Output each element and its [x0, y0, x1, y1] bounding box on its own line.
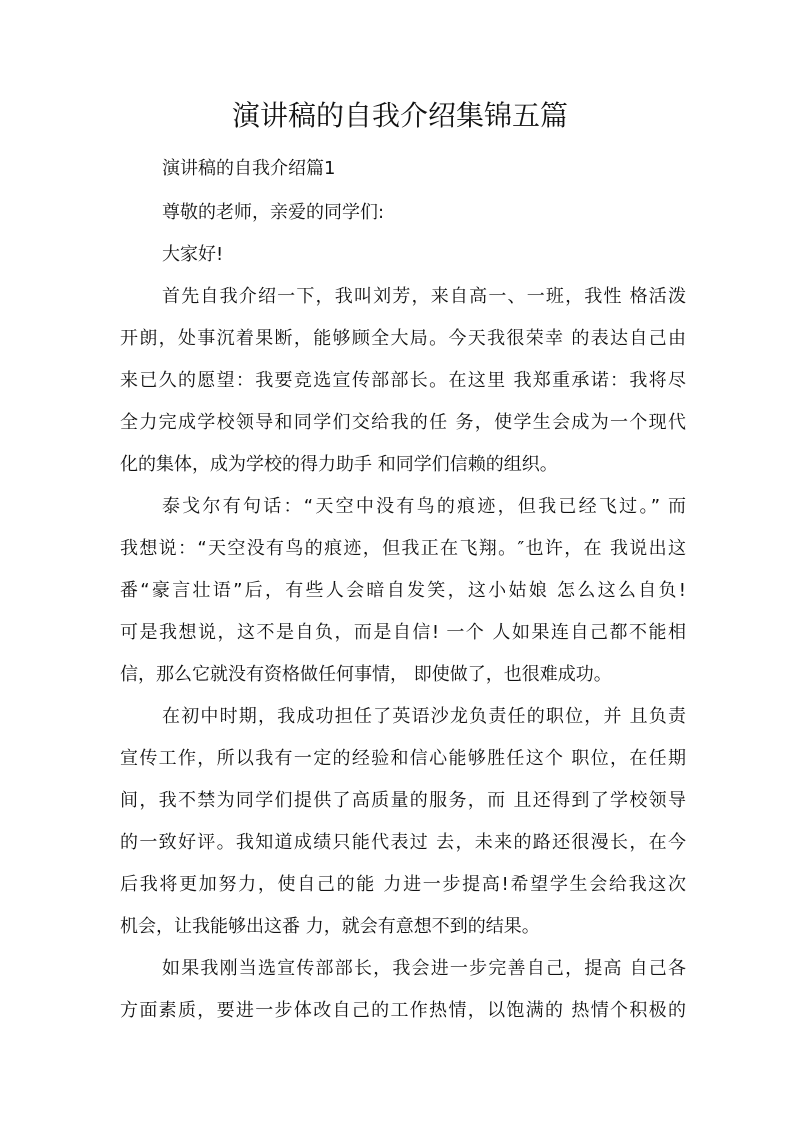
paragraph-line: 开朗，处事沉着果断，能够顾全大局。今天我很荣幸 的表达自己由: [120, 328, 686, 349]
salutation-line: 大家好!: [162, 244, 224, 265]
paragraph-line: 泰戈尔有句话：“天空中没有鸟的痕迹，但我已经飞过。” 而: [162, 496, 686, 517]
paragraph-line: 可是我想说，这不是自负，而是自信! 一个 人如果连自己都不能相: [120, 622, 686, 643]
paragraph-line: 在初中时期，我成功担任了英语沙龙负责任的职位，并 且负责: [162, 706, 686, 727]
paragraph-line: 方面素质，要进一步体改自己的工作热情，以饱满的 热情个积极的: [120, 1000, 686, 1021]
paragraph-line: 的一致好评。我知道成绩只能代表过 去，未来的路还很漫长，在今: [120, 832, 686, 853]
paragraph-line: 机会，让我能够出这番 力，就会有意想不到的结果。: [120, 916, 540, 937]
paragraph-line: 来已久的愿望：我要竞选宣传部部长。在这里 我郑重承诺：我将尽: [120, 370, 686, 391]
paragraph-line: 全力完成学校领导和同学们交给我的任 务，使学生会成为一个现代: [120, 412, 686, 433]
document-title: 演讲稿的自我介绍集锦五篇: [231, 99, 568, 132]
paragraph-line: 化的集体，成为学校的得力助手 和同学们信赖的组织。: [120, 454, 558, 475]
paragraph-line: 如果我刚当选宣传部部长，我会进一步完善自己，提高 自己各: [162, 958, 686, 979]
paragraph-line: 首先自我介绍一下，我叫刘芳，来自高一、一班，我性 格活泼: [162, 286, 686, 307]
paragraph-line: 信，那么它就没有资格做任何事情， 即使做了，也很难成功。: [120, 664, 612, 685]
section-heading: 演讲稿的自我介绍篇1: [162, 158, 336, 179]
paragraph-line: 间，我不禁为同学们提供了高质量的服务，而 且还得到了学校领导: [120, 790, 686, 811]
paragraph-line: 番“豪言壮语”后，有些人会暗自发笑，这小姑娘 怎么这么自负!: [120, 580, 686, 601]
paragraph-line: 我想说：“天空没有鸟的痕迹，但我正在飞翔。″也许，在 我说出这: [120, 538, 686, 559]
greeting-line: 尊敬的老师，亲爱的同学们:: [162, 202, 385, 223]
paragraph-line: 后我将更加努力，使自己的能 力进一步提高!希望学生会给我这次: [120, 874, 686, 895]
paragraph-line: 宣传工作，所以我有一定的经验和信心能够胜任这个 职位，在任期: [120, 748, 686, 769]
